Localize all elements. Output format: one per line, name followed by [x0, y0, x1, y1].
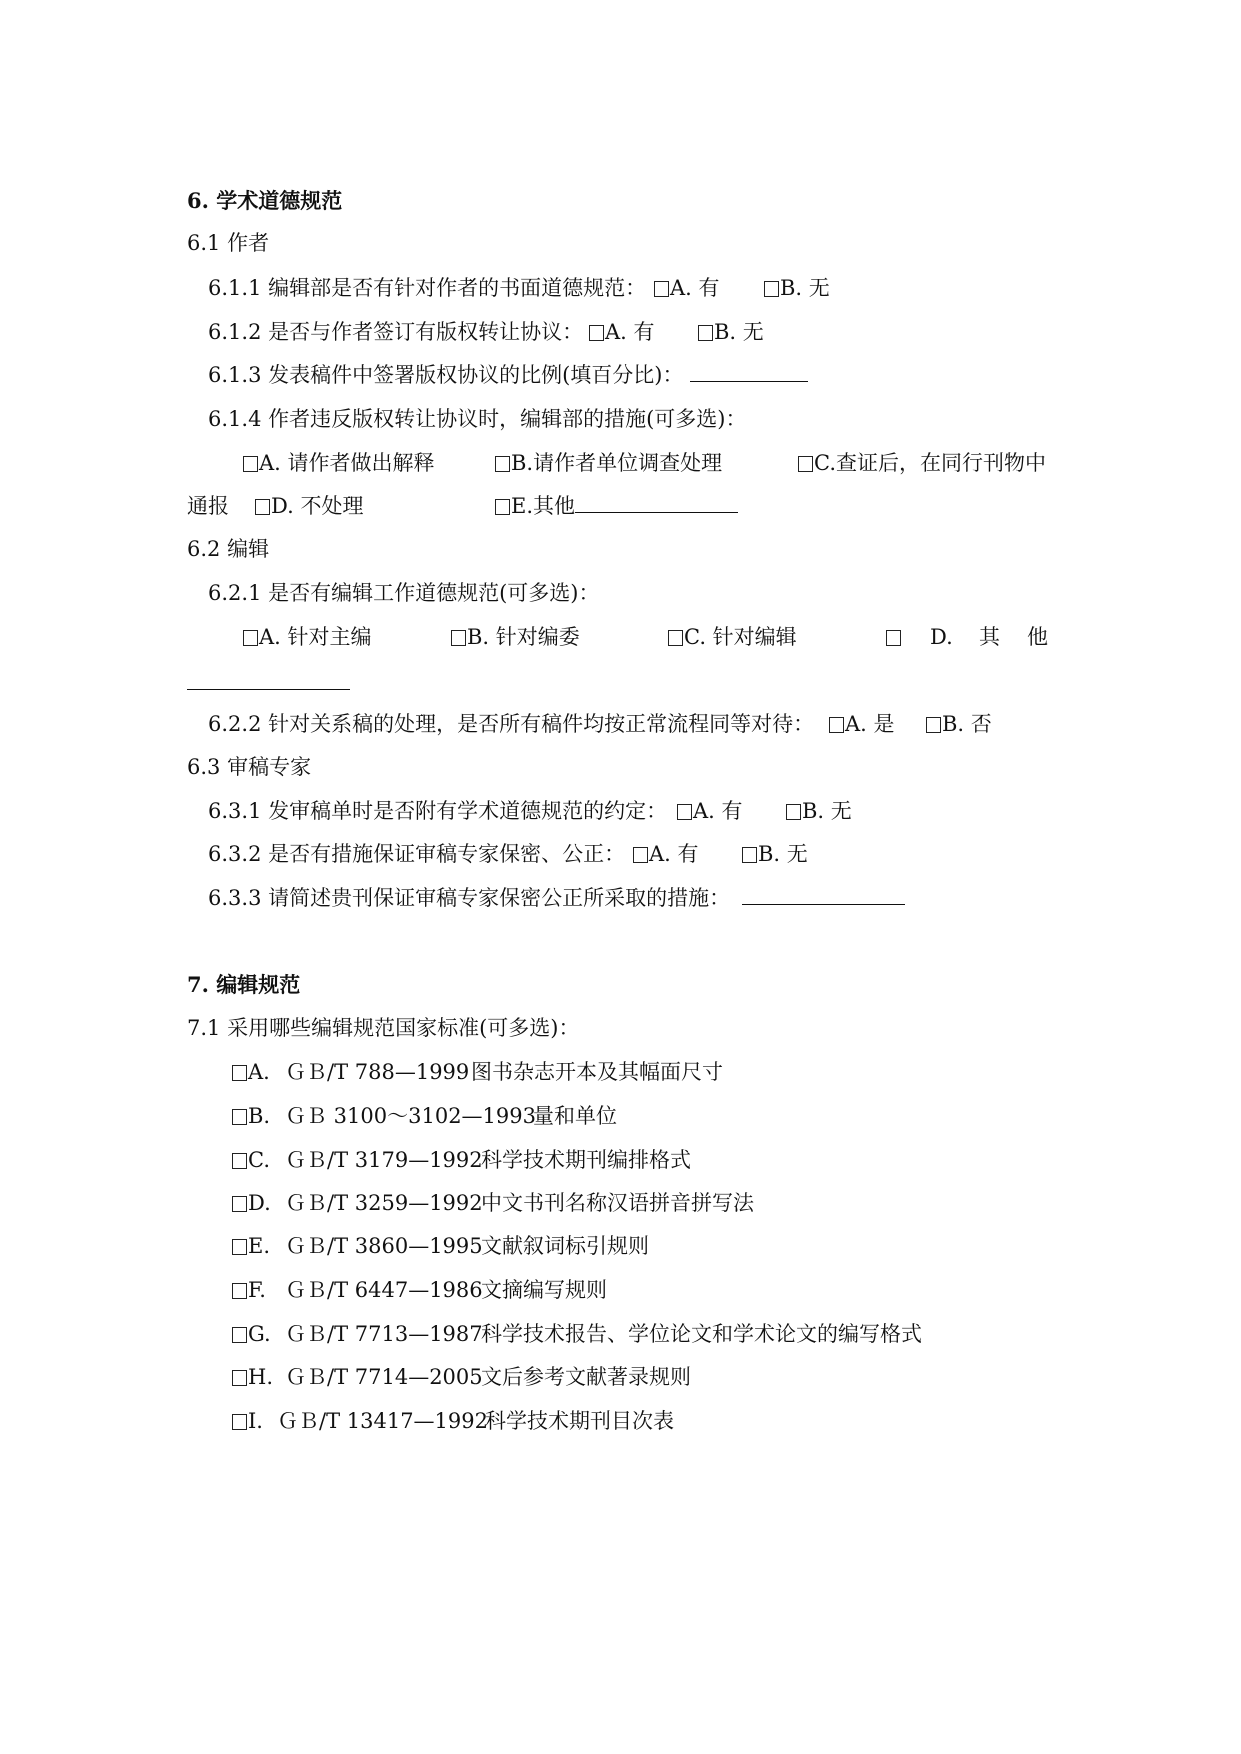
- checkbox[interactable]: [495, 499, 510, 515]
- measures-blank[interactable]: [742, 883, 905, 913]
- option-b[interactable]: B.请作者单位调查处理: [495, 448, 722, 478]
- option-checkbox[interactable]: D.: [232, 1188, 271, 1218]
- other-blank[interactable]: [187, 689, 350, 690]
- checkbox[interactable]: [232, 1283, 247, 1299]
- standard-option: [0, 1319, 1241, 1349]
- checkbox[interactable]: [654, 281, 669, 297]
- option-checkbox[interactable]: C.: [232, 1145, 270, 1175]
- section-6-heading: [0, 186, 1241, 216]
- subsection-title: 7.1 采用哪些编辑规范国家标准(可多选)：: [187, 1016, 580, 1040]
- checkbox[interactable]: [243, 630, 258, 646]
- checkbox[interactable]: [798, 456, 813, 472]
- option-c[interactable]: C.查证后，在同行刊物中: [798, 448, 1046, 478]
- subsection-title: 6.3 审稿专家: [187, 755, 312, 779]
- checkbox[interactable]: [677, 804, 692, 820]
- checkbox[interactable]: [764, 281, 779, 297]
- option-b[interactable]: B. 无: [764, 273, 830, 303]
- checkbox[interactable]: [742, 847, 757, 863]
- standard-code: ＧＢ/T 3179—1992: [285, 1148, 483, 1172]
- question-text: 6.3.1 发审稿单时是否附有学术道德规范的约定：: [208, 799, 668, 823]
- option-a[interactable]: A. 是: [829, 709, 895, 739]
- subsection-6-1-heading: [0, 228, 1241, 258]
- subsection-7-1-heading: [0, 1013, 1241, 1043]
- checkbox[interactable]: [232, 1370, 247, 1386]
- option-d-word-2: 他: [1027, 625, 1048, 649]
- standard-option: [0, 1362, 1241, 1392]
- checkbox[interactable]: [786, 804, 801, 820]
- question-text: 6.1.1 编辑部是否有针对作者的书面道德规范：: [208, 276, 647, 300]
- question-6-2-1-options: [0, 622, 1241, 652]
- standard-option: [0, 1057, 1241, 1087]
- checkbox[interactable]: [926, 717, 941, 733]
- subsection-6-2-heading: [0, 534, 1241, 564]
- subsection-title: 6.1 作者: [187, 231, 270, 255]
- question-text: 6.2.2 针对关系稿的处理，是否所有稿件均按正常流程同等对待：: [208, 712, 815, 736]
- option-checkbox[interactable]: F.: [232, 1275, 266, 1305]
- question-6-3-2: [0, 839, 1241, 869]
- standard-option: [0, 1275, 1241, 1305]
- checkbox[interactable]: [232, 1153, 247, 1169]
- standard-name: 中文书刊名称汉语拼音拼写法: [481, 1191, 754, 1215]
- question-text: 6.2.1 是否有编辑工作道德规范(可多选)：: [208, 581, 600, 605]
- standard-code: ＧＢ/T 3259—1992: [285, 1191, 483, 1215]
- checkbox[interactable]: [589, 325, 604, 341]
- standard-name: 量和单位: [533, 1104, 617, 1128]
- option-c[interactable]: C. 针对编辑: [668, 622, 797, 652]
- checkbox[interactable]: [232, 1414, 247, 1430]
- option-d-letter: D.: [930, 625, 953, 649]
- section-title: 6. 学术道德规范: [187, 188, 343, 213]
- standard-name: 文摘编写规则: [481, 1278, 607, 1302]
- option-d[interactable]: D. 不处理: [255, 491, 363, 521]
- question-6-1-2: [0, 317, 1241, 347]
- standard-code: ＧＢ/T 13417—1992: [277, 1409, 489, 1433]
- option-d-word-1: 其: [979, 625, 1000, 649]
- standard-code: ＧＢ/T 3860—1995: [285, 1234, 483, 1258]
- option-b[interactable]: B. 无: [742, 839, 808, 869]
- question-6-1-3: [0, 360, 1241, 390]
- option-b[interactable]: B. 无: [786, 796, 852, 826]
- option-checkbox[interactable]: B.: [232, 1101, 270, 1131]
- subsection-title: 6.2 编辑: [187, 537, 270, 561]
- option-checkbox[interactable]: E.: [232, 1231, 270, 1261]
- standard-option: [0, 1145, 1241, 1175]
- subsection-6-3-heading: [0, 752, 1241, 782]
- option-a[interactable]: A. 有: [654, 273, 720, 303]
- checkbox[interactable]: [243, 456, 258, 472]
- question-text: 6.3.2 是否有措施保证审稿专家保密、公正：: [208, 842, 626, 866]
- section-7-heading: [0, 970, 1241, 1000]
- checkbox[interactable]: [829, 717, 844, 733]
- section-title: 7. 编辑规范: [187, 972, 301, 997]
- standard-code: ＧＢ/T 788—1999: [285, 1060, 470, 1084]
- option-checkbox[interactable]: I.: [232, 1406, 263, 1436]
- option-checkbox[interactable]: A.: [232, 1057, 270, 1087]
- standard-code: ＧＢ/T 6447—1986: [285, 1278, 483, 1302]
- question-6-1-4-options-row2: [0, 491, 1241, 521]
- standard-code: ＧＢ 3100～3102—1993: [285, 1104, 537, 1128]
- standard-option: [0, 1406, 1241, 1436]
- option-a[interactable]: A. 针对主编: [243, 622, 372, 652]
- option-b[interactable]: B. 无: [698, 317, 764, 347]
- checkbox[interactable]: [886, 630, 901, 646]
- checkbox[interactable]: [255, 499, 270, 515]
- standard-code: ＧＢ/T 7714—2005: [285, 1365, 483, 1389]
- standard-name: 科学技术报告、学位论文和学术论文的编写格式: [481, 1322, 922, 1346]
- checkbox[interactable]: [232, 1065, 247, 1081]
- option-e[interactable]: E.其他: [495, 491, 575, 521]
- checkbox[interactable]: [232, 1109, 247, 1125]
- question-6-3-3: [0, 883, 1241, 913]
- option-d-checkbox[interactable]: [886, 622, 902, 652]
- standard-name: 科学技术期刊编排格式: [481, 1148, 691, 1172]
- standard-code: ＧＢ/T 7713—1987: [285, 1322, 483, 1346]
- option-a[interactable]: A. 有: [633, 839, 699, 869]
- standard-option: [0, 1188, 1241, 1218]
- standard-name: 文后参考文献著录规则: [481, 1365, 691, 1389]
- question-text: 6.1.3 发表稿件中签署版权协议的比例(填百分比)：: [208, 363, 684, 387]
- checkbox[interactable]: [232, 1239, 247, 1255]
- option-b[interactable]: B. 针对编委: [451, 622, 580, 652]
- checkbox[interactable]: [495, 456, 510, 472]
- checkbox[interactable]: [232, 1327, 247, 1343]
- standard-name: 科学技术期刊目次表: [485, 1409, 674, 1433]
- question-text: 6.1.4 作者违反版权转让协议时，编辑部的措施(可多选)：: [208, 407, 747, 431]
- checkbox[interactable]: [668, 630, 683, 646]
- percentage-blank[interactable]: [690, 360, 808, 390]
- option-b[interactable]: B. 否: [926, 709, 992, 739]
- question-6-2-2: [0, 709, 1241, 739]
- question-6-3-1: [0, 796, 1241, 826]
- checkbox[interactable]: [633, 847, 648, 863]
- option-c-continued: 通报: [187, 494, 229, 518]
- checkbox[interactable]: [698, 325, 713, 341]
- question-6-1-4: [0, 404, 1241, 434]
- question-text: 6.1.2 是否与作者签订有版权转让协议：: [208, 320, 584, 344]
- checkbox[interactable]: [232, 1196, 247, 1212]
- standard-name: 图书杂志开本及其幅面尺寸: [471, 1060, 723, 1084]
- question-text: 6.3.3 请简述贵刊保证审稿专家保密公正所采取的措施：: [208, 886, 731, 910]
- option-a[interactable]: A. 请作者做出解释: [243, 448, 435, 478]
- other-blank[interactable]: [575, 491, 738, 521]
- standard-option: [0, 1101, 1241, 1131]
- checkbox[interactable]: [451, 630, 466, 646]
- option-a[interactable]: A. 有: [677, 796, 743, 826]
- standard-option: [0, 1231, 1241, 1261]
- option-checkbox[interactable]: G.: [232, 1319, 271, 1349]
- question-6-1-1: [0, 273, 1241, 303]
- option-checkbox[interactable]: H.: [232, 1362, 273, 1392]
- question-6-1-4-options-row1: [0, 448, 1241, 478]
- option-a[interactable]: A. 有: [589, 317, 655, 347]
- question-6-2-1: [0, 578, 1241, 608]
- standard-name: 文献叙词标引规则: [481, 1234, 649, 1258]
